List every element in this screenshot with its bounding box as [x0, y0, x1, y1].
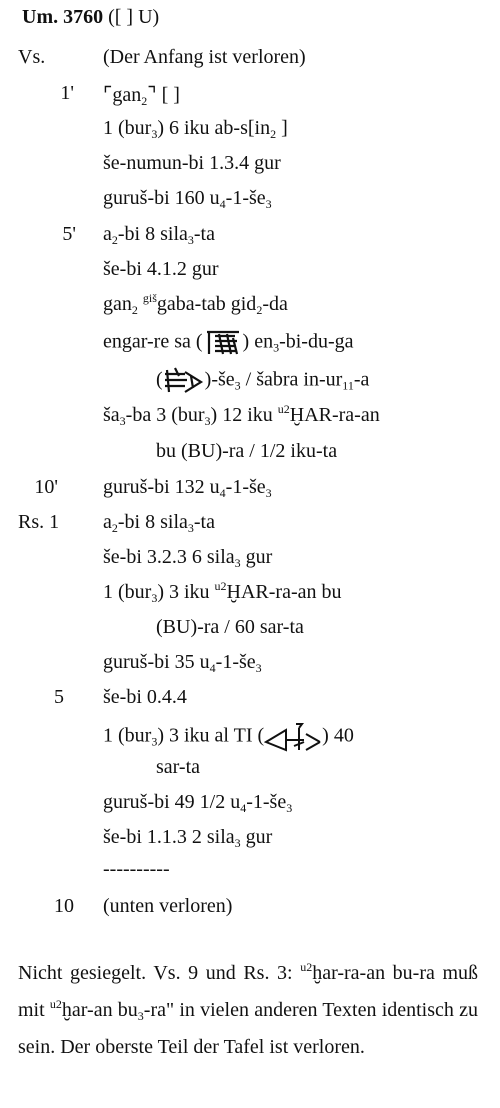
line-text: (BU)-ra / 60 sar-ta: [156, 616, 304, 638]
line-text: $ša_3-ba$ 3 (bur$_3$) 12 iku $^{u2}$ḪAR-ra-an: [103, 402, 380, 428]
line-text: 1 (bur$_3$) 3 iku $^{u2}$ḪAR-ra-an bu: [103, 579, 342, 605]
line-text: (Der Anfang ist verloren): [103, 46, 306, 68]
text-line: [0, 616, 500, 646]
tablet-number: Um. 3760: [22, 6, 104, 28]
line-text: 1 (bur$_3$) 3 iku al TI ( ) 40: [103, 720, 354, 754]
line-text: 1 (bur$_3$) 6 iku $ab-s[in_2$ ]: [103, 117, 288, 141]
text-line: [0, 511, 500, 541]
text-line: [0, 258, 500, 288]
text-line: [0, 223, 500, 253]
divider: ----------: [103, 858, 170, 880]
line-text: $a_2-bi$ 8 sila$_3$-ta: [103, 511, 215, 535]
text-line: [0, 858, 500, 888]
text-line: [0, 404, 500, 434]
text-line: [0, 117, 500, 147]
line-text: $a_2-bi$ 8 sila$_3$-ta: [103, 223, 215, 247]
cuneiform-sign-icon: [163, 366, 205, 396]
text-line: [0, 720, 500, 750]
line-text: še-bi 1.1.3 2 sila$_3$ gur: [103, 826, 273, 850]
line-text: bu (BU)-ra / 1/2 iku-ta: [156, 440, 338, 462]
text-line: [0, 895, 500, 925]
line-number: 5: [54, 686, 64, 708]
text-line: [0, 651, 500, 681]
line-text: ⌜gan$_2$⌝ [ ]: [103, 84, 180, 108]
text-line: [0, 791, 500, 821]
cuneiform-sign-icon: [203, 328, 243, 358]
line-number: 5': [62, 223, 76, 245]
text-line: [0, 293, 500, 323]
line-number: 1': [60, 82, 74, 104]
text-line: [0, 440, 500, 470]
text-line: [0, 546, 500, 576]
line-text: ( )$-še_3$ / šabra $in-ur_{11}-a$: [156, 366, 369, 396]
line-text: še-numun-bi 1.3.4 gur: [103, 152, 281, 174]
text-line: [0, 187, 500, 217]
text-line: [0, 46, 500, 76]
line-text: še-bi 0.4.4: [103, 686, 187, 708]
text-line: [0, 476, 500, 506]
text-line: [0, 581, 500, 611]
line-text: guruš-bi 132 $u_4-1-še_3$: [103, 476, 272, 500]
text-line: [0, 82, 500, 112]
line-number: 10: [54, 895, 74, 917]
line-text: guruš-bi 49 1/2 $u_4-1-še_3$: [103, 791, 293, 815]
section-label-rs: Rs. 1: [18, 511, 60, 533]
line-text: guruš-bi 160 $u_4-1-še_3$: [103, 187, 272, 211]
line-text: še-bi 4.1.2 gur: [103, 258, 219, 280]
text-line: [0, 756, 500, 786]
line-text: engar-re sa ( ) $en_3-bi-du-ga$: [103, 328, 354, 358]
text-line: [0, 366, 500, 396]
cuneiform-sign-icon: [264, 720, 322, 754]
line-text: sar-ta: [156, 756, 201, 778]
section-label-vs: Vs.: [18, 46, 46, 68]
text-line: [0, 686, 500, 716]
footnote-paragraph: Nicht gesiegelt. Vs. 9 und Rs. 3: $^{u2}$ḫar-ra-an bu-ra muß mit $^{u2}$ḫar-an $bu_3-ra$" in vielen anderen Texten identisch zu sein. Der oberste Teil der Tafel ist verloren.: [18, 960, 479, 1058]
tablet-suffix: ([ ] U): [108, 6, 160, 28]
text-line: [0, 152, 500, 182]
text-line: [0, 826, 500, 856]
text-line: [0, 328, 500, 358]
line-number: 10': [34, 476, 58, 498]
line-text: še-bi 3.2.3 6 sila$_3$ gur: [103, 546, 273, 570]
tablet-heading: [22, 6, 159, 29]
line-text: guruš-bi 35 $u_4-1-še_3$: [103, 651, 262, 675]
line-text: (unten verloren): [103, 895, 233, 917]
line-text: gan$_2$ $^{giš}$gaba-tab gid$_2$-da: [103, 291, 288, 317]
